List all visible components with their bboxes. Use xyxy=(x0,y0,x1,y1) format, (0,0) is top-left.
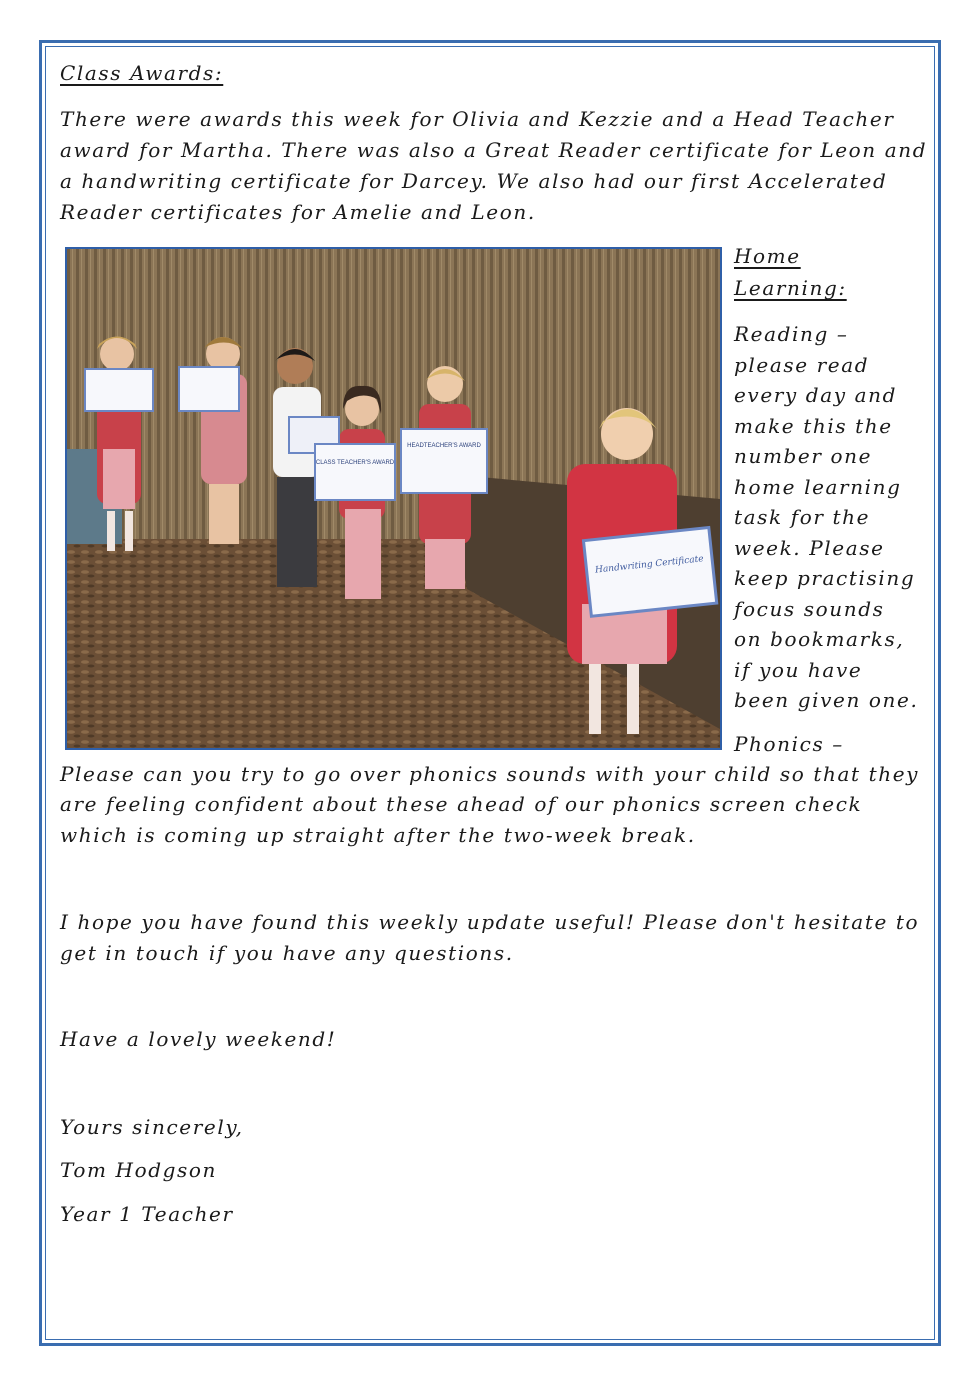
reading-line: if you have xyxy=(734,658,863,682)
reading-line: please read xyxy=(734,353,870,377)
class-awards-line: award for Martha. There was also a Great Reader certificate for Leon and xyxy=(60,138,928,162)
reading-line: been given one. xyxy=(734,688,919,712)
certificate-handwriting xyxy=(583,528,716,617)
class-awards-line: a handwriting certificate for Darcey. We also had our first Accelerated xyxy=(60,169,888,193)
reading-line: week. Please xyxy=(734,536,885,560)
certificate-label: HEADTEACHER'S AWARD xyxy=(407,443,481,449)
phonics-line: which is coming up straight after the two-week break. xyxy=(60,823,696,847)
signatory-name: Tom Hodgson xyxy=(60,1158,218,1182)
certificate-label: Handwriting Certificate xyxy=(594,554,705,576)
reading-line: focus sounds xyxy=(734,597,885,621)
reading-line: Reading – xyxy=(734,322,849,346)
signatory-role: Year 1 Teacher xyxy=(60,1202,234,1226)
reading-line: home learning xyxy=(734,475,902,499)
phonics-label: Phonics – xyxy=(734,732,844,756)
class-awards-line: There were awards this week for Olivia and Kezzie and a Head Teacher xyxy=(60,107,895,131)
class-awards-heading: Class Awards: xyxy=(60,61,224,85)
certificate-headteacher xyxy=(401,429,487,493)
home-learning-heading: Learning: xyxy=(734,276,847,300)
closing-line: get in touch if you have any questions. xyxy=(60,941,514,965)
weekend-greeting: Have a lovely weekend! xyxy=(60,1027,337,1051)
reading-line: on bookmarks, xyxy=(734,627,905,651)
class-awards-line: Reader certificates for Amelie and Leon. xyxy=(60,200,536,224)
reading-line: every day and xyxy=(734,383,897,407)
class-awards-photo xyxy=(65,247,722,750)
certificate-class-teacher-1 xyxy=(179,367,239,411)
certificate-great-reader xyxy=(85,369,153,411)
reading-line: keep practising xyxy=(734,566,916,590)
phonics-line: are feeling confident about these ahead of our phonics screen check xyxy=(60,792,863,816)
reading-line: make this the xyxy=(734,414,893,438)
home-learning-heading: Home xyxy=(734,244,801,268)
phonics-line: Please can you try to go over phonics sounds with your child so that they xyxy=(60,762,920,786)
sign-off: Yours sincerely, xyxy=(60,1115,244,1139)
certificate-class-teacher-2 xyxy=(315,444,395,500)
closing-line: I hope you have found this weekly update useful! Please don't hesitate to xyxy=(60,910,920,934)
reading-line: number one xyxy=(734,444,873,468)
certificate-label: CLASS TEACHER'S AWARD xyxy=(315,460,395,466)
reading-line: task for the xyxy=(734,505,871,529)
